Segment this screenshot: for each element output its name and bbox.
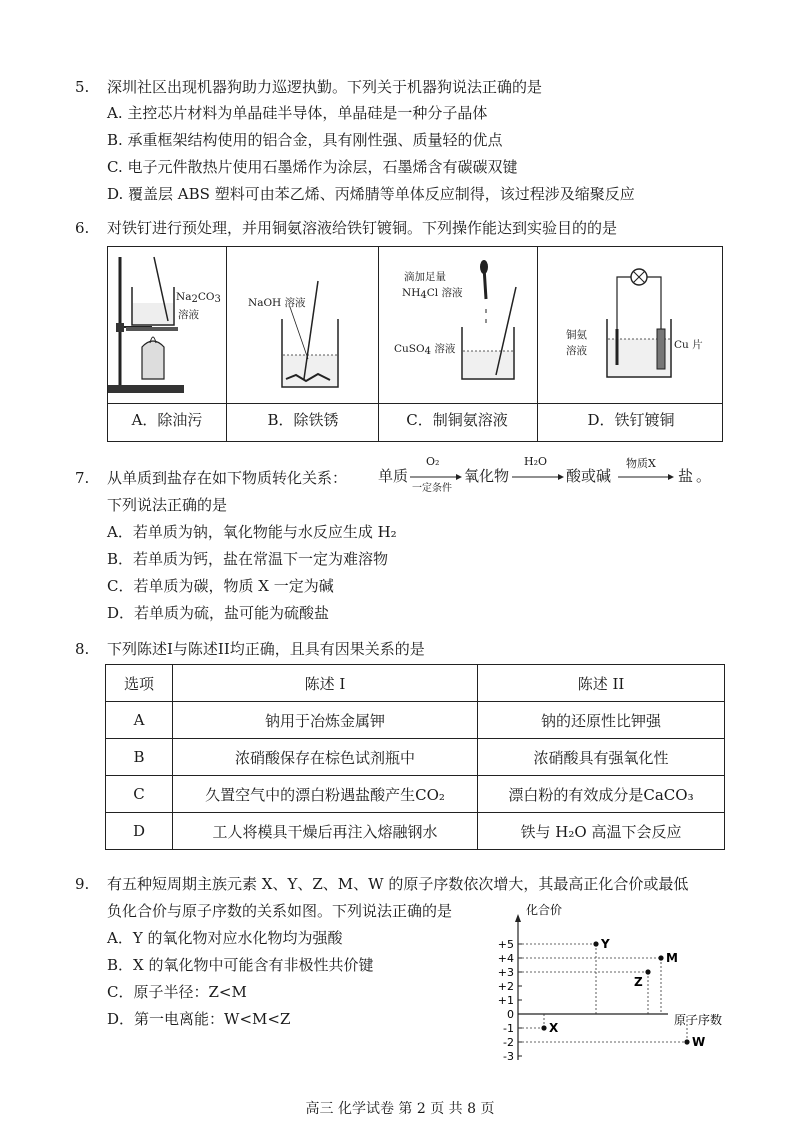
option-b: B．若单质为钙，盐在常温下一定为难溶物 [107,550,389,568]
y-tick-label: +5 [497,938,514,951]
header-option: 选项 [106,665,173,702]
point-x [518,1014,559,1035]
chart-xlabel: 原子序数 [674,1013,723,1027]
y-tick-label: 0 [507,1008,514,1021]
label-na2co3: $Na_2CO_3$ [176,291,221,305]
point-label: X [549,1021,559,1035]
label-cu-sheet: Cu 片 [674,339,703,351]
table-row [106,739,725,776]
statements-table [105,664,725,850]
label-cuso4: CuSO$_4$ 溶液 [394,343,456,357]
row-option: D [106,813,173,850]
y-tick-label: +2 [497,980,514,993]
question-stem: 深圳社区出现机器狗助力巡逻执勤。下列关于机器狗说法正确的是 [107,78,543,96]
caption-d: D．铁钉镀铜 [587,411,675,429]
question-stem: 下列陈述I与陈述II均正确，且具有因果关系的是 [107,640,425,658]
point-label: W [692,1035,706,1049]
option-a: A. 主控芯片材料为单晶硅半导体，单晶硅是一种分子晶体 [107,104,488,122]
point-z [518,969,651,1014]
table-row [106,702,725,739]
question-stem: 有五种短周期主族元素 X、Y、Z、M、W 的原子序数依次增大，其最高正化合价或最低 [107,875,689,893]
row-statement-1: 久置空气中的漂白粉遇盐酸产生CO₂ [173,776,478,813]
option-b: B. 承重框架结构使用的铝合金，具有刚性强、质量轻的优点 [107,131,503,149]
question-number: 7. [75,469,90,487]
point-y [518,937,610,1014]
table-header-row [106,665,725,702]
row-statement-1: 工人将模具干燥后再注入熔融钢水 [173,813,478,850]
page-footer: 高三 化学试卷 第 2 页 共 8 页 [305,1101,495,1117]
y-tick-label: -2 [503,1036,514,1049]
option-c: C．若单质为碳，物质 X 一定为碱 [107,577,334,595]
header-statement-1: 陈述 I [173,665,478,702]
y-tick-label: +3 [497,966,514,979]
row-option: C [106,776,173,813]
row-statement-2: 钠的还原性比钾强 [478,702,725,739]
row-statement-1: 钠用于冶炼金属钾 [173,702,478,739]
row-option: A [106,702,173,739]
y-tick-label: +4 [497,952,514,965]
table-row [106,776,725,813]
y-tick-label: -3 [503,1050,514,1063]
y-tick-label: -1 [503,1022,514,1035]
row-statement-2: 浓硝酸具有强氧化性 [478,739,725,776]
apparatus-c-dropper-beaker [378,247,537,403]
option-d: D．第一电离能：W<M<Z [107,1010,291,1028]
caption-c: C．制铜氨溶液 [406,411,508,429]
option-c: C．原子半径：Z<M [107,983,247,1001]
row-statement-1: 浓硝酸保存在棕色试剂瓶中 [173,739,478,776]
option-a: A．Y 的氧化物对应水化物均为强酸 [107,929,343,947]
table-row [106,813,725,850]
option-a: A．若单质为钠，氧化物能与水反应生成 H₂ [107,523,397,541]
valence-chart [478,900,748,1064]
label-solution-d: 溶液 [566,345,587,357]
label-nh4cl: $NH_4Cl$ 溶液 [402,287,463,301]
row-statement-2: 漂白粉的有效成分是CaCO₃ [478,776,725,813]
apparatus-b-beaker [226,247,378,403]
point-label: Y [601,937,610,951]
question-number: 9. [75,875,90,893]
question-number: 6. [75,219,90,237]
apparatus-a-heating-beaker [108,247,226,403]
option-d: D．若单质为硫，盐可能为硫酸盐 [107,604,330,622]
question-stem: 从单质到盐存在如下物质转化关系： [107,469,348,487]
label-add-nh4cl: 滴加足量 [404,271,446,283]
point-label: Z [634,975,643,989]
row-option: B [106,739,173,776]
question-stem: 对铁钉进行预处理，并用铜氨溶液给铁钉镀铜。下列操作能达到实验目的的是 [107,219,618,237]
label-copper-ammonia: 铜氨 [566,329,587,341]
apparatus-d-electroplating [537,247,722,403]
option-c: C. 电子元件散热片使用石墨烯作为涂层，石墨烯含有碳碳双键 [107,158,518,176]
y-tick-label: +1 [497,994,514,1007]
label-solution: 溶液 [178,309,199,321]
question-7-stem2: 下列说法正确的是 [107,496,228,514]
row-statement-2: 铁与 H₂O 高温下会反应 [478,813,725,850]
chart-ylabel: 化合价 [526,903,563,917]
apparatus-table [107,246,723,442]
caption-a: A．除油污 [131,411,203,429]
point-label: M [666,951,678,965]
question-9-stem2: 负化合价与原子序数的关系如图。下列说法正确的是 [107,902,453,920]
caption-b: B．除铁锈 [267,411,339,429]
point-m [518,951,678,1014]
y-axis-arrow-icon [515,914,521,922]
option-d: D. 覆盖层 ABS 塑料可由苯乙烯、丙烯腈等单体反应制得，该过程涉及缩聚反应 [107,185,635,203]
option-b: B．X 的氧化物中可能含有非极性共价键 [107,956,374,974]
conversion-chain: 单质 O₂ 一定条件 氧化物 H₂O 酸或碱 物质X 盐 。 [378,455,712,494]
question-number: 5. [75,78,90,96]
question-number: 8. [75,640,90,658]
label-naoh: NaOH 溶液 [248,297,306,309]
header-statement-2: 陈述 II [478,665,725,702]
